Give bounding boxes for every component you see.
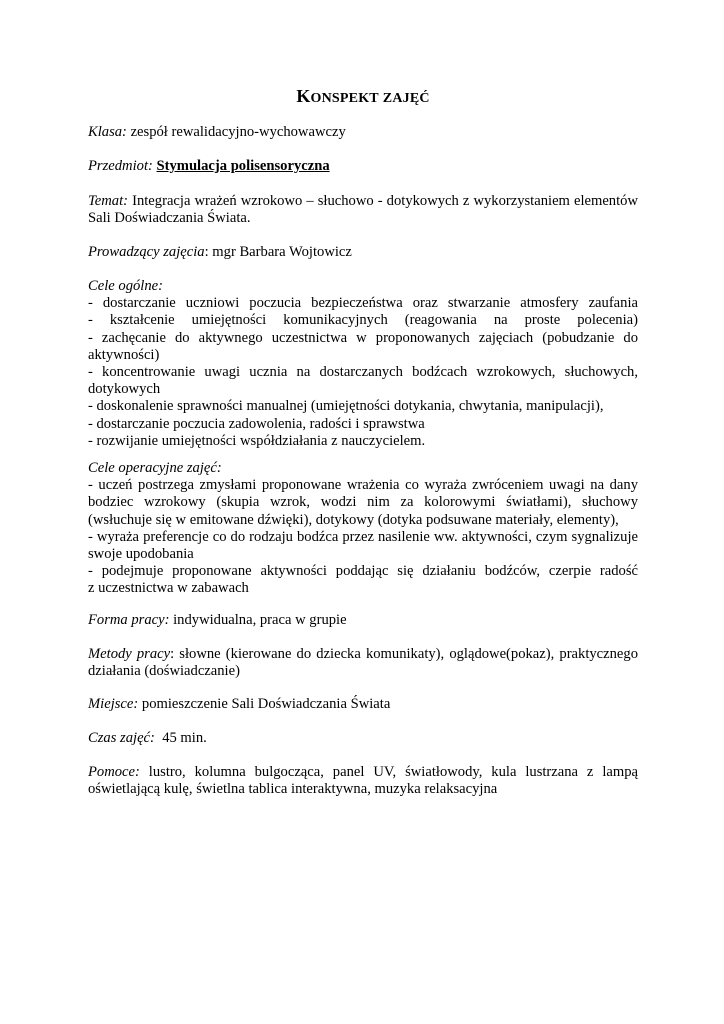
cele-ogolne-line: dotykowych bbox=[88, 381, 161, 398]
czas-section bbox=[88, 730, 638, 747]
cele-operacyjne-line: - wyraża preferencje co do rodzaju bodźca przez nasilenie ww. aktywności, czym sygnalizuje bbox=[88, 528, 638, 545]
metody-line-1 bbox=[88, 646, 638, 663]
cele-operacyjne-line: (wsłuchuje się w emitowane dźwięki), dotykowy (dotyka podsuwane materiały, elementy), bbox=[88, 511, 619, 528]
cele-ogolne-label: Cele ogólne: bbox=[88, 278, 163, 294]
temat-section bbox=[88, 193, 638, 227]
temat-line-1 bbox=[88, 193, 638, 210]
przedmiot-label: Przedmiot: bbox=[88, 158, 153, 174]
cele-operacyjne-section bbox=[88, 460, 638, 598]
cele-operacyjne-line: - uczeń postrzega zmysłami proponowane wrażenia co wyraża zwróceniem uwagi na dany bbox=[88, 477, 638, 494]
title-word-rest: ONSPEKT bbox=[310, 91, 379, 106]
metody-line-2: działania (doświadczanie) bbox=[88, 663, 240, 680]
cele-ogolne-line: - rozwijanie umiejętności współdziałania z nauczycielem. bbox=[88, 432, 426, 449]
klasa-section bbox=[88, 124, 638, 141]
pomoce-line-1 bbox=[88, 764, 638, 781]
prowadzacy-section bbox=[88, 244, 638, 261]
forma-label: Forma pracy: bbox=[88, 612, 170, 628]
title-first-letter: K bbox=[296, 86, 311, 106]
pomoce-line-2: oświetlającą kulę, świetlna tablica interaktywna, muzyka relaksacyjna bbox=[88, 781, 498, 798]
cele-ogolne-line: - zachęcanie do aktywnego uczestnictwa w proponowanych zajęciach (pobudzanie do bbox=[88, 329, 638, 346]
cele-operacyjne-line: z uczestnictwa w zabawach bbox=[88, 580, 249, 597]
cele-ogolne-line: - dostarczanie poczucia zadowolenia, radości i sprawstwa bbox=[88, 415, 425, 432]
page-title bbox=[88, 88, 638, 107]
cele-ogolne-line: - dostarczanie uczniowi poczucia bezpieczeństwa oraz stwarzanie atmosfery zaufania bbox=[88, 295, 638, 312]
cele-operacyjne-line: swoje upodobania bbox=[88, 546, 194, 563]
cele-operacyjne-line: bodziec wzrokowy (skupia wzrok, wodzi nim za kolorowymi światłami), słuchowy bbox=[88, 494, 638, 511]
cele-ogolne-line: aktywności) bbox=[88, 346, 160, 363]
pomoce-section bbox=[88, 764, 638, 798]
metody-label: Metody pracy bbox=[88, 646, 171, 662]
przedmiot-value: Stymulacja polisensoryczna bbox=[156, 158, 330, 174]
metody-line-1-text: : słowne (kierowane do dziecka komunikaty), oglądowe(pokaz), praktycznego bbox=[170, 646, 638, 662]
prowadzacy-value: : mgr Barbara Wojtowicz bbox=[204, 244, 352, 260]
pomoce-line-1-text: lustro, kolumna bulgocząca, panel UV, światłowody, kula lustrzana z lampą bbox=[148, 764, 638, 780]
pomoce-label: Pomoce: bbox=[88, 764, 140, 780]
temat-line-1-text: Integracja wrażeń wzrokowo – słuchowo - dotykowych z wykorzystaniem elementów bbox=[132, 193, 638, 209]
metody-section bbox=[88, 646, 638, 680]
temat-line-2: Sali Doświadczania Świata. bbox=[88, 210, 251, 227]
cele-ogolne-line: - doskonalenie sprawności manualnej (umiejętności dotykania, chwytania, manipulacji), bbox=[88, 398, 604, 415]
cele-ogolne-line: - koncentrowanie uwagi ucznia na dostarczanych bodźcach wzrokowych, słuchowych, bbox=[88, 364, 638, 381]
forma-section bbox=[88, 612, 638, 629]
miejsce-label: Miejsce: bbox=[88, 696, 139, 712]
temat-label: Temat: bbox=[88, 193, 129, 209]
przedmiot-section bbox=[88, 158, 638, 175]
miejsce-section bbox=[88, 696, 638, 713]
prowadzacy-label: Prowadzący zajęcia bbox=[88, 244, 205, 260]
czas-value: 45 min. bbox=[162, 730, 207, 746]
forma-value: indywidualna, praca w grupie bbox=[173, 612, 347, 628]
miejsce-value: pomieszczenie Sali Doświadczania Świata bbox=[141, 696, 391, 712]
cele-operacyjne-label: Cele operacyjne zajęć: bbox=[88, 460, 222, 476]
title-word-2: ZAJĘĆ bbox=[382, 91, 430, 106]
cele-operacyjne-line: - podejmuje proponowane aktywności poddając się działaniu bodźców, czerpie radość bbox=[88, 563, 638, 580]
klasa-value: zespół rewalidacyjno-wychowawczy bbox=[130, 124, 346, 140]
cele-ogolne-line: - kształcenie umiejętności komunikacyjnych (reagowania na proste polecenia) bbox=[88, 312, 638, 329]
czas-label: Czas zajęć: bbox=[88, 730, 155, 746]
klasa-label: Klasa: bbox=[88, 124, 127, 140]
cele-ogolne-section bbox=[88, 278, 638, 450]
